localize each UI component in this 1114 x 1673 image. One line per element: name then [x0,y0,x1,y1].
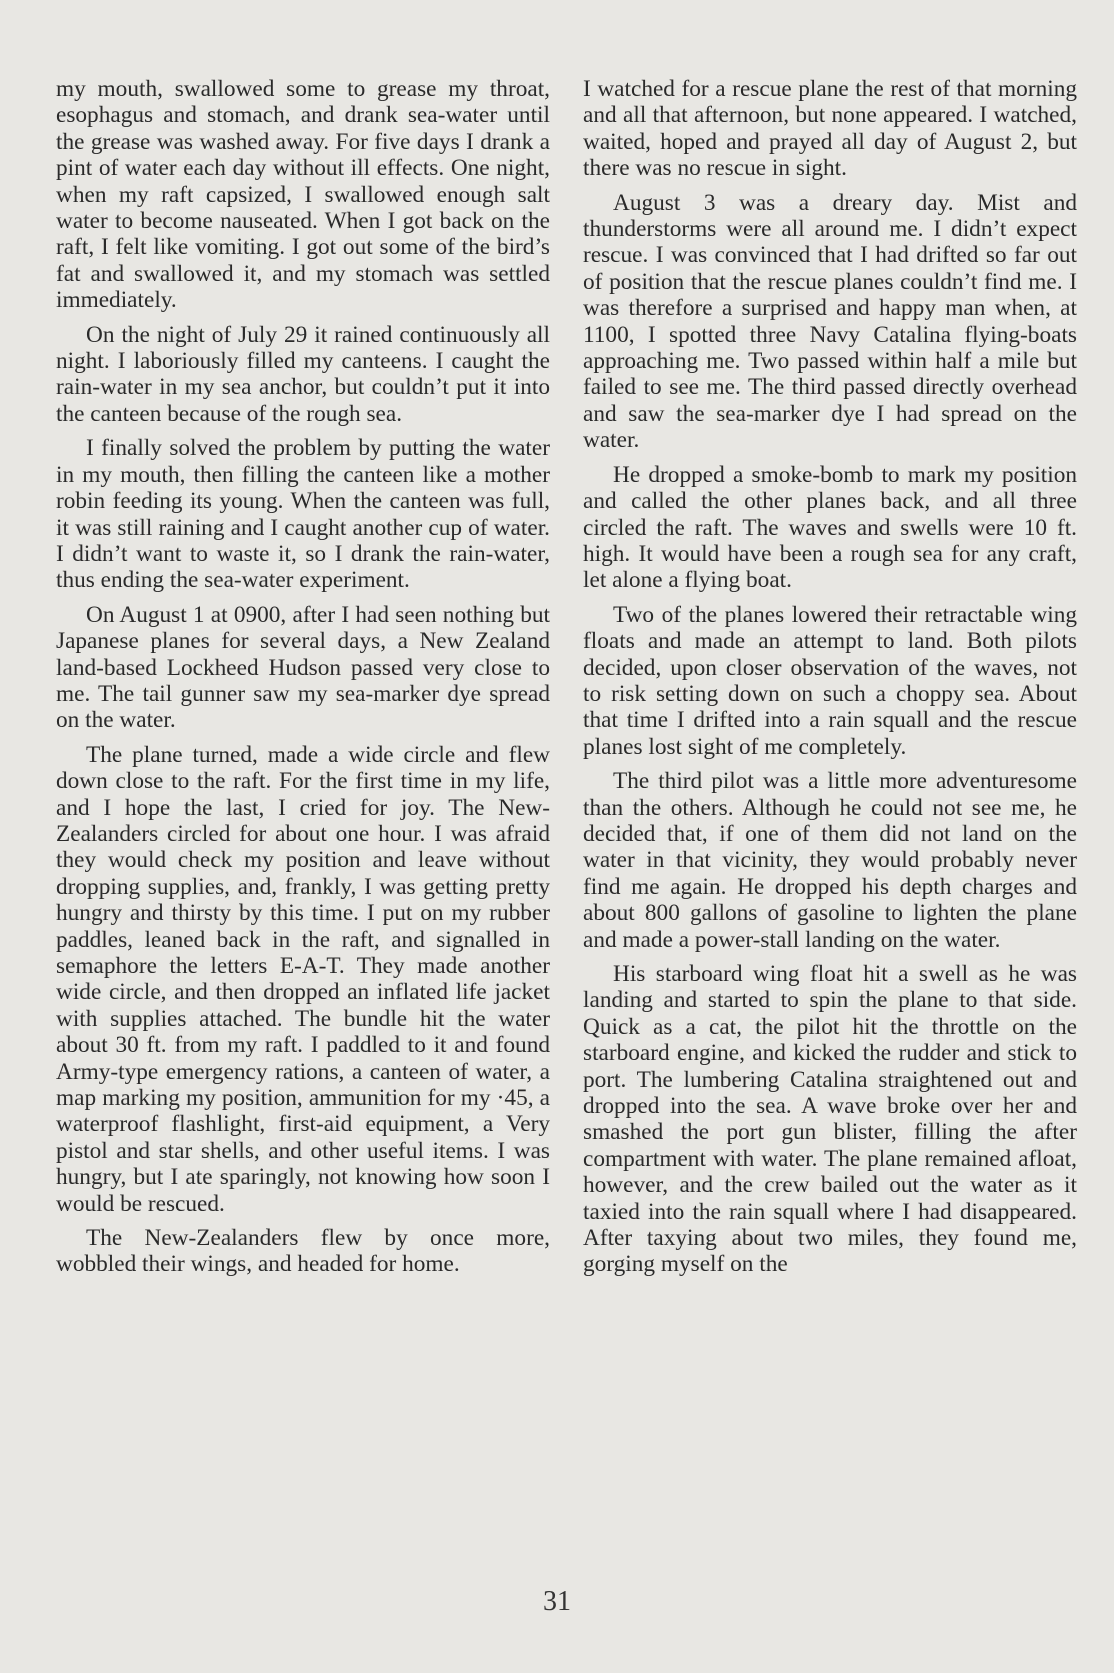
paragraph: my mouth, swallowed some to grease my throat, esophagus and stomach, and drank sea-water until the grease was washed away. For five days I drank a pint of water each day without ill effects. One night, when my raft capsized, I swallowed enough salt water to become nauseated. When I got back on the raft, I felt like vomiting. I got out some of the bird’s fat and swallowed it, and my stomach was settled immediately. [56,76,550,314]
paragraph: The third pilot was a little more adventuresome than the others. Although he could not see me, he decided that, if one of them did not land on the water in that vicinity, they would probably never find me again. He dropped his depth charges and about 800 gallons of gasoline to lighten the plane and made a power-stall landing on the water. [583,768,1077,953]
paragraph: He dropped a smoke-bomb to mark my position and called the other planes back, and all three circled the raft. The waves and swells were 10 ft. high. It would have been a rough sea for any craft, let alone a flying boat. [583,461,1077,594]
paragraph: The plane turned, made a wide circle and flew down close to the raft. For the first time in my life, and I hope the last, I cried for joy. The New-Zealanders circled for about one hour. I was afraid they would check my position and leave without dropping supplies, and, frankly, I was getting pretty hungry and thirsty by this time. I put on my rubber paddles, leaned back in the raft, and signalled in semaphore the letters E-A-T. They made another wide circle, and then dropped an inflated life jacket with supplies attached. The bundle hit the water about 30 ft. from my raft. I paddled to it and found Army-type emergency rations, a canteen of water, a map marking my position, ammunition for my ·45, a waterproof flashlight, first-aid equipment, a Very pistol and star shells, and other useful items. I was hungry, but I ate sparingly, not knowing how soon I would be rescued. [56,741,550,1217]
paragraph: On August 1 at 0900, after I had seen nothing but Japanese planes for several days, a New Zealand land-based Lockheed Hudson passed very close to me. The tail gunner saw my sea-marker dye spread on the water. [56,601,550,734]
paragraph: The New-Zealanders flew by once more, wobbled their wings, and headed for home. [56,1225,550,1278]
right-column [583,76,1077,1286]
paragraph: I watched for a rescue plane the rest of that morning and all that afternoon, but none appeared. I watched, waited, hoped and prayed all day of August 2, but there was no rescue in sight. [583,76,1077,182]
paragraph: On the night of July 29 it rained continuously all night. I laboriously filled my canteens. I caught the rain-water in my sea anchor, but couldn’t put it into the canteen because of the rough sea. [56,321,550,427]
left-column [56,76,550,1286]
paragraph: I finally solved the problem by putting the water in my mouth, then filling the canteen like a mother robin feeding its young. When the canteen was full, it was still raining and I caught another cup of water. I didn’t want to waste it, so I drank the rain-water, thus ending the sea-water experiment. [56,435,550,594]
paragraph: Two of the planes lowered their retractable wing floats and made an attempt to land. Both pilots decided, upon closer observation of the waves, not to risk setting down on such a choppy sea. About that time I drifted into a rain squall and the rescue planes lost sight of me completely. [583,601,1077,760]
paragraph: His starboard wing float hit a swell as he was landing and started to spin the plane to that side. Quick as a cat, the pilot hit the throttle on the starboard engine, and kicked the rudder and stick to port. The lumbering Catalina straightened out and dropped into the sea. A wave broke over her and smashed the port gun blister, filling the after compartment with water. The plane remained afloat, however, and the crew bailed out the water as it taxied into the rain squall where I had disappeared. After taxying about two miles, they found me, gorging myself on the [583,961,1077,1278]
paragraph: August 3 was a dreary day. Mist and thunderstorms were all around me. I didn’t expect rescue. I was convinced that I had drifted so far out of position that the rescue planes couldn’t find me. I was therefore a surprised and happy man when, at 1100, I spotted three Navy Catalina flying-boats approaching me. Two passed within half a mile but failed to see me. The third passed directly overhead and saw the sea-marker dye I had spread on the water. [583,189,1077,454]
page-number: 31 [543,1586,571,1617]
